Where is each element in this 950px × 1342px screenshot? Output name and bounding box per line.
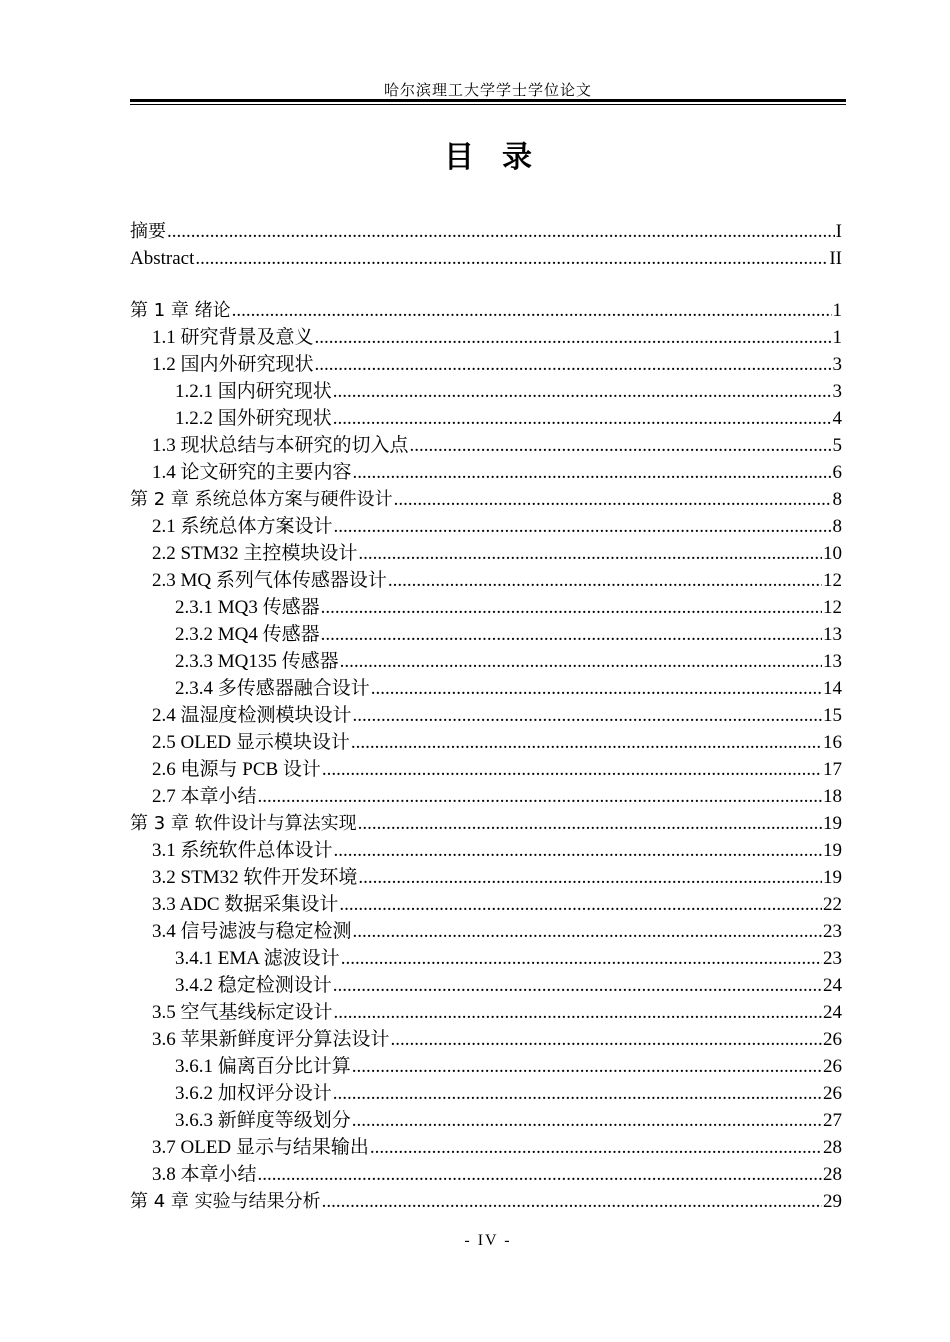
toc-leader-dots (410, 432, 832, 459)
toc-entry-page: 28 (823, 1164, 842, 1185)
toc-entry-subsection[interactable] (130, 675, 842, 702)
toc-leader-dots (333, 1080, 822, 1107)
toc-leader-dots (322, 756, 822, 783)
toc-entry-page: 26 (823, 1029, 842, 1050)
toc-entry-label: 3.1 系统软件总体设计 (152, 840, 333, 861)
toc-entry-page: 19 (823, 867, 842, 888)
toc-entry-label: 2.1 系统总体方案设计 (152, 516, 333, 537)
toc-entry-page: 24 (823, 1002, 842, 1023)
toc-entry-page: I (835, 221, 842, 242)
toc-entry-page: 26 (823, 1083, 842, 1104)
toc-entry-section[interactable] (130, 837, 842, 864)
toc-leader-dots (370, 1134, 822, 1161)
toc-entry-section[interactable] (130, 702, 842, 729)
toc-entry-subsection[interactable] (130, 1080, 842, 1107)
toc-entry-page: 1 (832, 327, 842, 348)
toc-entry-page: 8 (832, 489, 842, 510)
toc-leader-dots (322, 1188, 822, 1215)
toc-entry-section[interactable] (130, 918, 842, 945)
toc-entry-label: 摘要 (130, 221, 166, 242)
toc-leader-dots (315, 351, 832, 378)
toc-entry-page: 6 (832, 462, 842, 483)
toc-leader-dots (339, 891, 822, 918)
toc-entry-section[interactable] (130, 567, 842, 594)
toc-entry-section[interactable] (130, 540, 842, 567)
toc-entry-label: 第 3 章 软件设计与算法实现 (130, 813, 357, 834)
toc-entry-section[interactable] (130, 459, 842, 486)
page-number: - IV - (464, 1232, 512, 1249)
toc-entry-label: 2.3 MQ 系列气体传感器设计 (152, 570, 387, 591)
toc-leader-dots (333, 405, 832, 432)
toc-entry-page: 15 (823, 705, 842, 726)
toc-leader-dots (340, 648, 822, 675)
toc-entry-section[interactable] (130, 729, 842, 756)
toc-entry-label: 3.5 空气基线标定设计 (152, 1002, 333, 1023)
toc-leader-dots (195, 245, 828, 272)
toc-entry-subsection[interactable] (130, 1053, 842, 1080)
toc-leader-dots (334, 513, 832, 540)
toc-entry-page: 13 (823, 624, 842, 645)
toc-entry-page: 29 (823, 1191, 842, 1212)
toc-entry-label: 1.2 国内外研究现状 (152, 354, 314, 375)
toc-entry-chapter[interactable] (130, 1188, 842, 1215)
toc-leader-dots (352, 1053, 822, 1080)
toc-entry-page: II (829, 248, 842, 269)
toc-entry-section[interactable] (130, 351, 842, 378)
toc-entry-chapter[interactable] (130, 486, 842, 513)
toc-entry-section[interactable] (130, 756, 842, 783)
toc-entry-label: 3.6 苹果新鲜度评分算法设计 (152, 1029, 390, 1050)
toc-entry-page: 22 (823, 894, 842, 915)
toc-entry-label: 1.4 论文研究的主要内容 (152, 462, 352, 483)
toc-entry-section[interactable] (130, 324, 842, 351)
toc-entry-label: 1.2.2 国外研究现状 (175, 408, 332, 429)
toc-entry-label: 1.3 现状总结与本研究的切入点 (152, 435, 409, 456)
toc-entry-page: 23 (823, 921, 842, 942)
toc-entry-label: 3.8 本章小结 (152, 1164, 257, 1185)
toc-entry-page: 5 (832, 435, 842, 456)
toc-leader-dots (315, 324, 832, 351)
toc-leader-dots (394, 486, 832, 513)
toc-entry-label: 第 2 章 系统总体方案与硬件设计 (130, 489, 393, 510)
toc-entry-section[interactable] (130, 1134, 842, 1161)
toc-entry-label: 第 1 章 绪论 (130, 300, 231, 321)
toc-leader-dots (258, 1161, 822, 1188)
toc-entry-section[interactable] (130, 1026, 842, 1053)
toc-entry-section[interactable] (130, 783, 842, 810)
toc-entry-page: 14 (823, 678, 842, 699)
toc-entry-subsection[interactable] (130, 594, 842, 621)
toc-leader-dots (334, 837, 822, 864)
toc-entry-label: 3.3 ADC 数据采集设计 (152, 894, 339, 915)
toc-leader-dots (358, 540, 822, 567)
toc-entry-page: 23 (823, 948, 842, 969)
toc-leader-dots (388, 567, 822, 594)
toc-entry-label: 3.6.2 加权评分设计 (175, 1083, 332, 1104)
toc-leader-dots (371, 675, 822, 702)
toc-entry-page: 1 (832, 300, 842, 321)
toc-entry-label: 2.3.3 MQ135 传感器 (175, 651, 339, 672)
table-of-contents (130, 218, 842, 1215)
toc-leader-dots (351, 729, 822, 756)
toc-entry-page: 4 (832, 408, 842, 429)
toc-entry-label: 2.7 本章小结 (152, 786, 257, 807)
toc-entry-label: 3.7 OLED 显示与结果输出 (152, 1137, 369, 1158)
toc-leader-dots (391, 1026, 822, 1053)
toc-entry-label: Abstract (130, 248, 195, 269)
toc-entry-label: 2.2 STM32 主控模块设计 (152, 543, 358, 564)
toc-leader-dots (352, 1107, 822, 1134)
toc-entry-page: 10 (823, 543, 842, 564)
toc-entry-label: 3.4.2 稳定检测设计 (175, 975, 332, 996)
toc-leader-dots (358, 810, 822, 837)
toc-entry-page: 19 (823, 840, 842, 861)
toc-leader-dots (232, 297, 832, 324)
toc-leader-dots (358, 864, 822, 891)
toc-leader-dots (321, 621, 822, 648)
toc-leader-dots (333, 972, 822, 999)
toc-entry-label: 2.3.1 MQ3 传感器 (175, 597, 320, 618)
toc-entry-section[interactable] (130, 864, 842, 891)
toc-entry-label: 1.1 研究背景及意义 (152, 327, 314, 348)
toc-entry-section[interactable] (130, 999, 842, 1026)
toc-entry-page: 3 (832, 381, 842, 402)
toc-leader-dots (353, 702, 822, 729)
toc-title: 目录 (444, 140, 560, 175)
toc-entry-page: 8 (832, 516, 842, 537)
toc-entry-page: 17 (823, 759, 842, 780)
toc-leader-dots (321, 594, 822, 621)
toc-entry-label: 3.6.1 偏离百分比计算 (175, 1056, 351, 1077)
toc-entry-label: 3.2 STM32 软件开发环境 (152, 867, 358, 888)
toc-entry-chapter[interactable] (130, 297, 842, 324)
toc-entry-label: 2.3.2 MQ4 传感器 (175, 624, 320, 645)
header-rule-thick (130, 99, 846, 102)
toc-entry-subsection[interactable] (130, 621, 842, 648)
toc-entry-subsection[interactable] (130, 378, 842, 405)
toc-entry-subsection[interactable] (130, 648, 842, 675)
toc-entry-page: 24 (823, 975, 842, 996)
toc-entry-page: 3 (832, 354, 842, 375)
toc-entry-page: 18 (823, 786, 842, 807)
toc-entry-label: 3.4.1 EMA 滤波设计 (175, 948, 340, 969)
toc-leader-dots (167, 218, 835, 245)
toc-entry-label: 第 4 章 实验与结果分析 (130, 1191, 321, 1212)
toc-entry-label: 2.4 温湿度检测模块设计 (152, 705, 352, 726)
toc-entry-section[interactable] (130, 432, 842, 459)
toc-entry-page: 26 (823, 1056, 842, 1077)
toc-entry-page: 19 (823, 813, 842, 834)
toc-entry-page: 13 (823, 651, 842, 672)
toc-entry-subsection[interactable] (130, 945, 842, 972)
toc-entry-page: 27 (823, 1110, 842, 1131)
toc-entry-page: 28 (823, 1137, 842, 1158)
toc-leader-dots (353, 918, 822, 945)
toc-entry-label: 2.5 OLED 显示模块设计 (152, 732, 350, 753)
toc-entry-section[interactable] (130, 1161, 842, 1188)
toc-entry-subsection[interactable] (130, 405, 842, 432)
toc-leader-dots (333, 378, 832, 405)
toc-entry-label: 1.2.1 国内研究现状 (175, 381, 332, 402)
page-header: 哈尔滨理工大学学士学位论文 (383, 83, 592, 99)
toc-entry-chapter[interactable] (130, 218, 842, 245)
toc-entry-label: 3.4 信号滤波与稳定检测 (152, 921, 352, 942)
toc-entry-label: 2.6 电源与 PCB 设计 (152, 759, 321, 780)
header-rule-thin (130, 104, 846, 105)
toc-leader-dots (341, 945, 822, 972)
toc-entry-label: 2.3.4 多传感器融合设计 (175, 678, 370, 699)
toc-entry-label: 3.6.3 新鲜度等级划分 (175, 1110, 351, 1131)
toc-leader-dots (353, 459, 832, 486)
toc-entry-chapter[interactable] (130, 810, 842, 837)
toc-entry-page: 16 (823, 732, 842, 753)
toc-entry-subsection[interactable] (130, 972, 842, 999)
toc-entry-chapter[interactable] (130, 245, 842, 272)
toc-entry-section[interactable] (130, 891, 842, 918)
toc-entry-subsection[interactable] (130, 1107, 842, 1134)
toc-leader-dots (258, 783, 822, 810)
toc-entry-page: 12 (823, 597, 842, 618)
toc-leader-dots (334, 999, 822, 1026)
toc-entry-section[interactable] (130, 513, 842, 540)
toc-entry-page: 12 (823, 570, 842, 591)
